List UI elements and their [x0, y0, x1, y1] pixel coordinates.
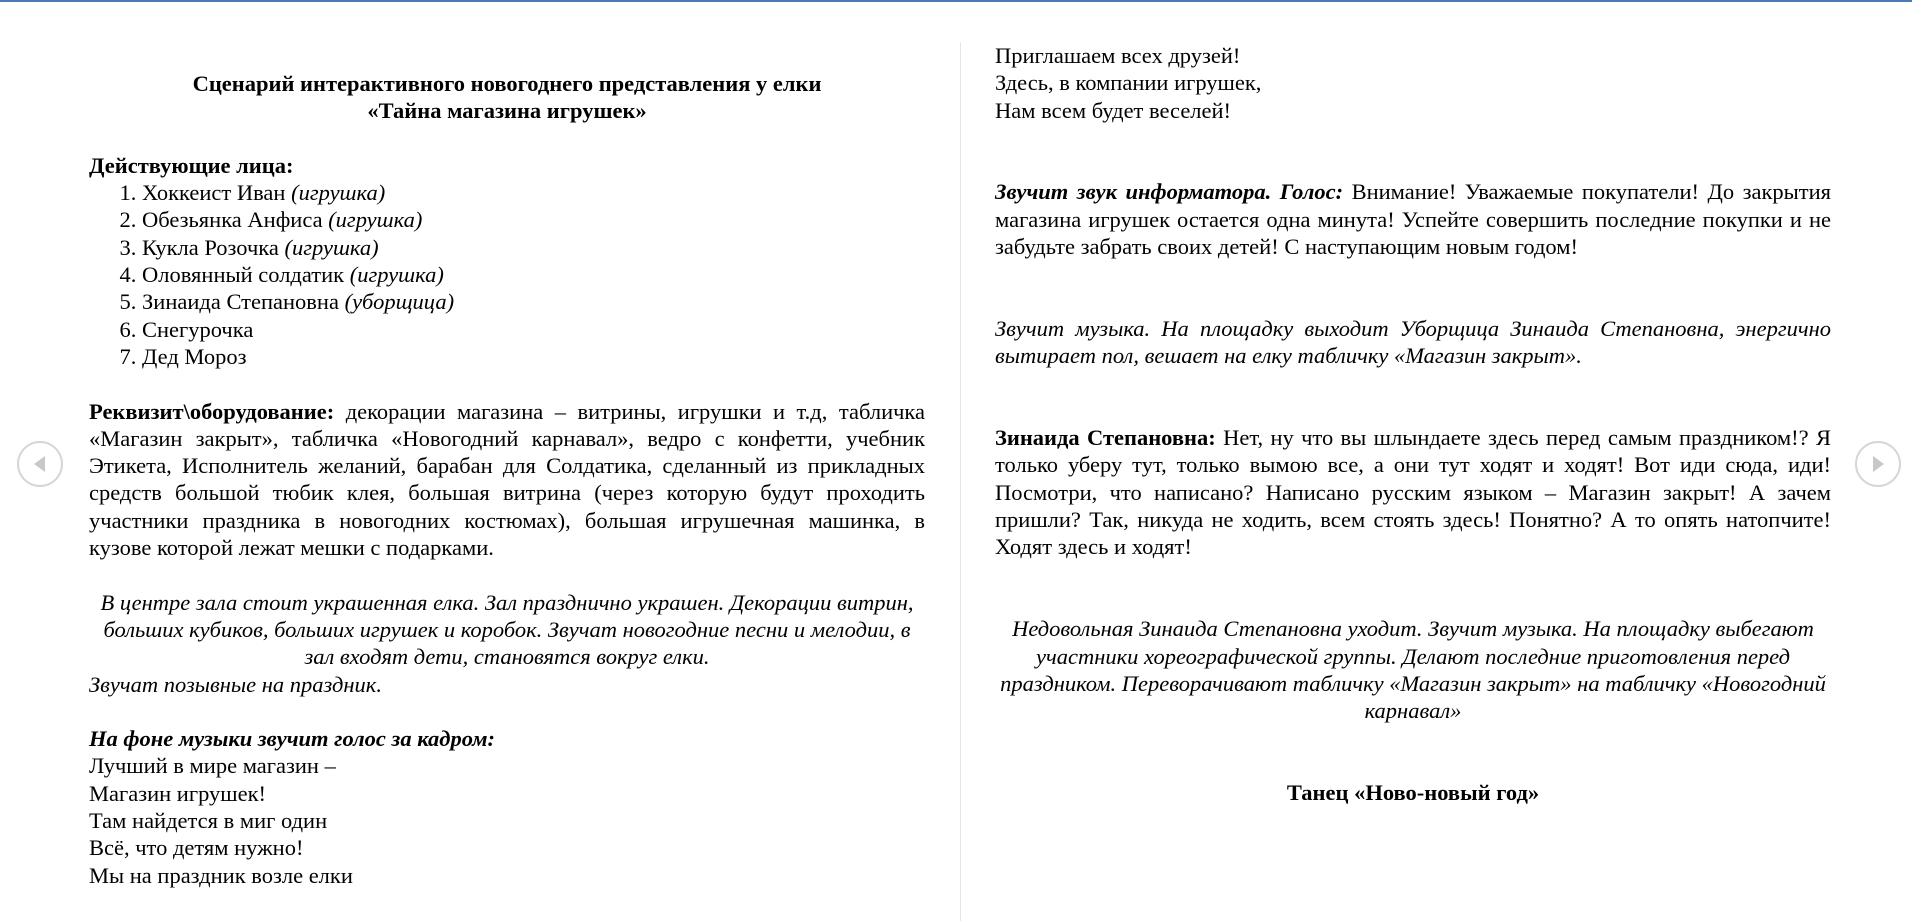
informer-text: Внимание! Уважаемые покупатели! До закрытия магазина игрушек остается одна минута! Успейте совершить последние покупки и не забудьте забрать своих детей! С наступающим новым годом! — [995, 179, 1831, 260]
next-page-button[interactable] — [1855, 441, 1901, 487]
cast-item — [142, 343, 925, 370]
cast-name: Снегурочка — [142, 316, 254, 342]
poem-line: Здесь, в компании игрушек, — [995, 70, 1262, 96]
stage-direction-2: Звучат позывные на праздник. — [89, 671, 382, 697]
poem-line: Лучший в мире магазин – — [89, 753, 336, 779]
chevron-left-icon — [31, 454, 49, 474]
left-poem — [89, 752, 925, 888]
cast-item — [142, 316, 925, 343]
props-text: декорации магазина – витрины, игрушки и т.д, табличка «Магазин закрыт», табличка «Новогодний карнавал», ведро с конфетти, учебник Этикета, Исполнитель желаний, барабан для Солдатика, сделанный из прикладных средств большой тюбик клея, большая витрина (через которую будут проходить участники праздника в новогодних костюмах), большая игрушечная машинка, в кузове которой лежат мешки с подарками. — [89, 398, 925, 561]
cast-name: Зинаида Степановна — [142, 289, 339, 315]
previous-page-button[interactable] — [17, 441, 63, 487]
cast-name: Хоккеист Иван — [142, 180, 286, 206]
cast-name: Дед Мороз — [142, 343, 247, 369]
poem-line: Магазин игрушек! — [89, 780, 267, 806]
poem-line: Приглашаем всех друзей! — [995, 43, 1241, 68]
poem-line: Нам всем будет веселей! — [995, 97, 1232, 123]
left-page — [89, 42, 925, 889]
zinaida-paragraph — [995, 424, 1831, 560]
cast-name: Оловянный солдатик — [142, 262, 345, 288]
informer-heading: Звучит звук информатора. Голос: — [995, 179, 1344, 205]
poem-line: Мы на праздник возле елки — [89, 862, 353, 888]
voice-heading: На фоне музыки звучит голос за кадром: — [89, 726, 495, 752]
cast-role-note: (игрушка) — [291, 180, 386, 206]
cast-role-note: (игрушка) — [328, 207, 423, 233]
cast-heading: Действующие лица: — [89, 152, 294, 178]
page-divider — [960, 42, 961, 921]
cast-item — [142, 261, 925, 288]
dance-title: Танец «Ново-новый год» — [1286, 780, 1540, 806]
zinaida-text: Нет, ну что вы шлындаете здесь перед самым праздником!? Я только уберу тут, только вымою все, а они тут ходят и ходят! Вот иди сюда, иди! Посмотри, что написано? Написано русским языком – Магазин закрыт! А зачем пришли? Так, никуда не ходить, всем стоять здесь! Понятно? А то опять натопчите! Ходят здесь и ходят! — [995, 425, 1831, 560]
poem-line: Там найдется в миг один — [89, 808, 328, 834]
informer-paragraph — [995, 178, 1831, 260]
chevron-right-icon — [1869, 454, 1887, 474]
cast-name: Кукла Розочка — [142, 234, 279, 260]
cast-list — [89, 179, 925, 370]
cast-item — [142, 179, 925, 206]
cast-role-note: (игрушка) — [284, 234, 379, 260]
stage-direction-1: В центре зала стоит украшенная елка. Зал празднично украшен. Декорации витрин, больших кубиков, больших игрушек и коробок. Звучат новогодние песни и мелодии, в зал входят дети, становятся вокруг елки. — [100, 589, 914, 670]
poem-line: Всё, что детям нужно! — [89, 835, 304, 861]
stage-direction-3: Звучит музыка. На площадку выходит Уборщица Зинаида Степановна, энергично вытирает пол, вешает на елку табличку «Магазин закрыт». — [995, 315, 1831, 369]
zinaida-heading: Зинаида Степановна: — [995, 425, 1216, 451]
right-poem — [995, 42, 1831, 124]
cast-role-note: (уборщица) — [344, 289, 455, 315]
cast-item — [142, 288, 925, 315]
window-top-border — [0, 0, 1912, 2]
props-paragraph — [89, 398, 925, 562]
cast-item — [142, 206, 925, 233]
document-title — [89, 70, 925, 125]
right-page — [995, 42, 1831, 806]
title-line-1: Сценарий интерактивного новогоднего представления у елки — [192, 71, 822, 96]
cast-role-note: (игрушка) — [349, 262, 444, 288]
stage-direction-4: Недовольная Зинаида Степановна уходит. Звучит музыка. На площадку выбегают участники хореографической группы. Делают последние приготовления перед праздником. Переворачивают табличку «Магазин закрыт» на табличку «Новогодний карнавал» — [1000, 616, 1826, 724]
props-heading: Реквизит\оборудование: — [89, 398, 335, 424]
cast-name: Обезьянка Анфиса — [142, 207, 323, 233]
cast-item — [142, 234, 925, 261]
title-line-2: «Тайна магазина игрушек» — [367, 98, 647, 124]
